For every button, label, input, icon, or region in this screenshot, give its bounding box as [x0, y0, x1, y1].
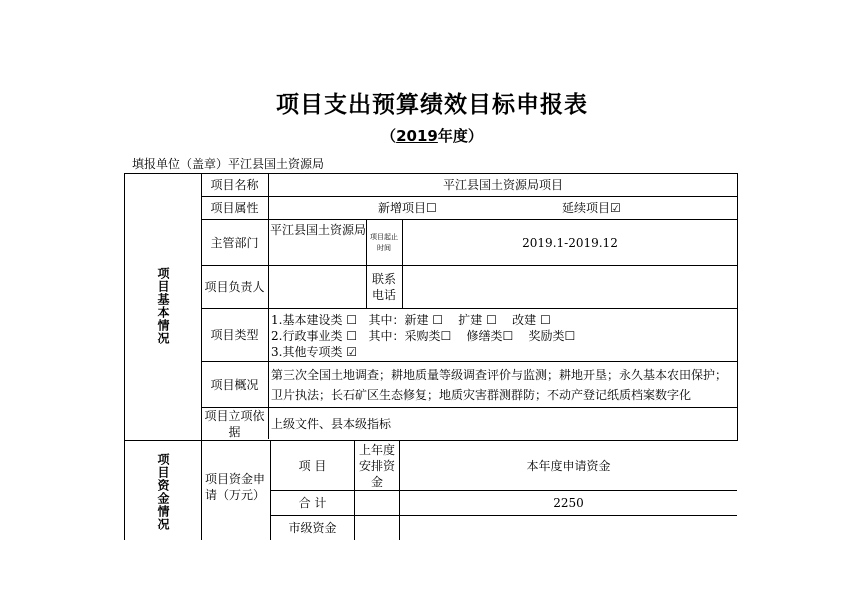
funds-row-name: 市级资金 — [288, 521, 337, 535]
funds-col-last-year: 上年度安排资金 — [358, 442, 395, 489]
dept-value: 平江县国土资源局 — [270, 223, 367, 237]
year-value: 2019 — [396, 127, 438, 145]
section-funds-label: 项目资金情况 — [156, 453, 170, 531]
project-name-label: 项目名称 — [210, 178, 259, 192]
period-label: 项目起止时间 — [370, 232, 398, 252]
dept-label: 主管部门 — [210, 235, 259, 250]
basis-label: 项目立项依据 — [204, 409, 265, 439]
funds-row-last — [355, 491, 399, 515]
year-suffix: 年度） — [437, 127, 483, 145]
funds-row-current — [400, 516, 737, 540]
form-year — [0, 125, 864, 146]
funds-col-this-year: 本年度申请资金 — [526, 458, 611, 473]
filling-unit: 填报单位（盖章）平江县国土资源局 — [132, 157, 325, 171]
overview-value: 第三次全国土地调查；耕地质量等级调查评价与监测；耕地开垦；永久基本农田保护；卫片执法；长石矿区生态修复；地质灾害群测群防；不动产登记纸质档案数字化 — [271, 368, 728, 402]
attribute-continue: 延续项目☑ — [562, 201, 621, 215]
attribute-new: 新增项目☐ — [378, 201, 437, 215]
funds-col-item: 项 目 — [298, 458, 327, 473]
section-basic-label: 项目基本情况 — [156, 267, 170, 345]
type-line-2: 2.行政事业类 ☐ 其中：采购类☐ 修缮类☐ 奖励类☐ — [271, 329, 576, 343]
funds-row-last — [355, 516, 399, 540]
type-label: 项目类型 — [210, 328, 259, 342]
funds-row-current: 2250 — [553, 496, 584, 510]
year-open: （ — [381, 127, 397, 145]
project-name-value: 平江县国土资源局项目 — [442, 178, 563, 192]
owner-label: 项目负责人 — [204, 280, 265, 294]
type-line-3: 3.其他专项类 ☑ — [271, 345, 358, 359]
type-line-1: 1.基本建设类 ☐ 其中：新建 ☐ 扩建 ☐ 改建 ☐ — [271, 313, 551, 327]
funds-row-name: 合 计 — [298, 496, 327, 510]
phone-value — [404, 266, 734, 308]
overview-label: 项目概况 — [210, 377, 259, 392]
phone-label: 联系电话 — [371, 272, 396, 302]
basis-value: 上级文件、县本级指标 — [271, 417, 392, 431]
period-value: 2019.1-2019.12 — [522, 235, 618, 250]
attribute-label: 项目属性 — [210, 201, 259, 215]
form-title: 项目支出预算绩效目标申报表 — [276, 92, 588, 118]
funds-apply-label: 项目资金申请（万元） — [204, 472, 265, 502]
owner-value — [270, 266, 366, 308]
